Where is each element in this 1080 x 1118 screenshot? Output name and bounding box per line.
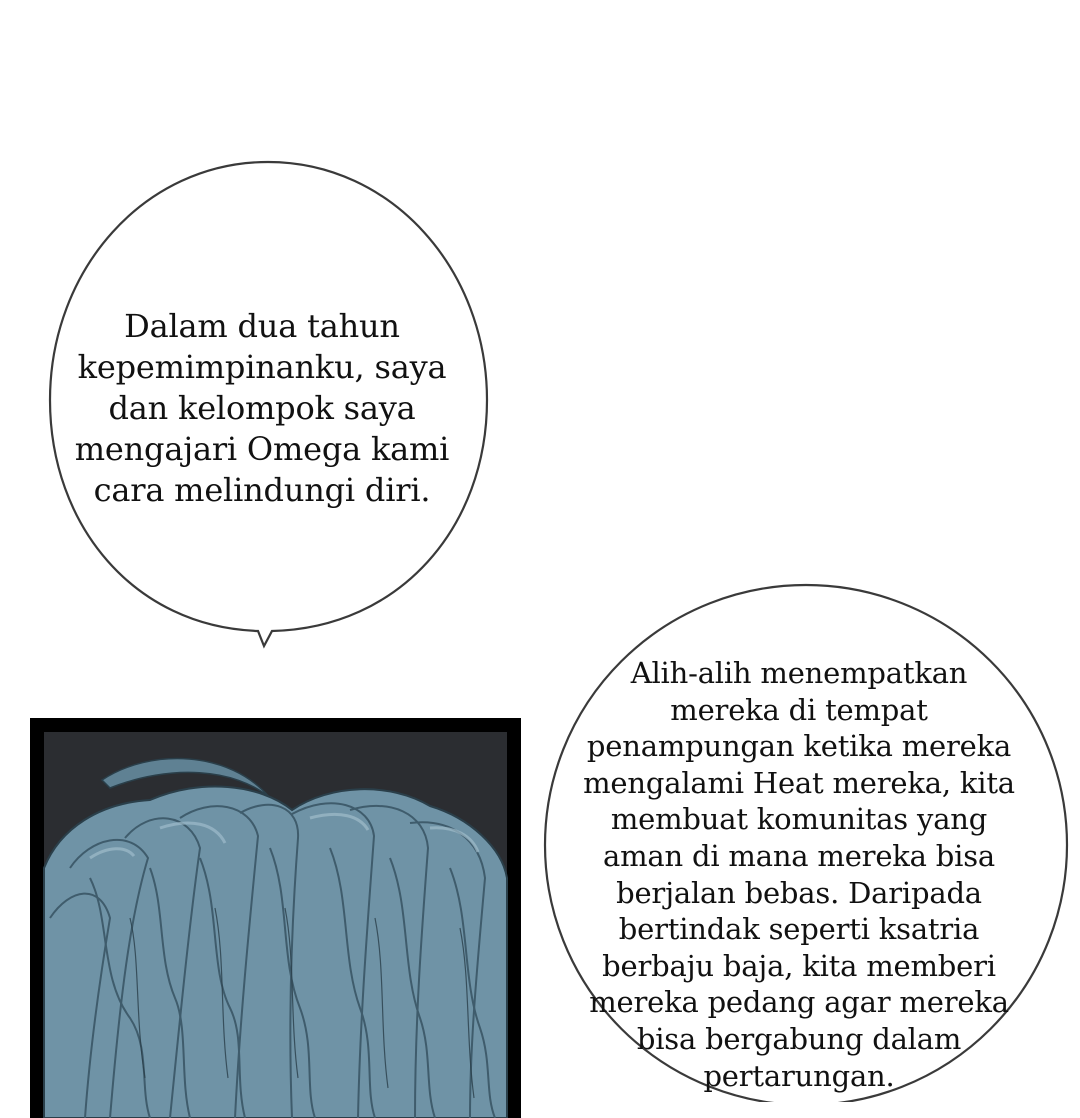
speech-bubble-2-text: Alih-alih menempatkan mereka di tempat penampungan ketika mereka mengalami Heat mereka, kita membuat komunitas yang aman di mana mereka bisa berjalan bebas. Daripada bertindak seperti ksatria berbaju baja, kita memberi mereka pedang agar mereka bisa bergabung dalam pertarungan. [583,656,1015,1093]
hair-illustration [30,718,521,1118]
speech-bubble-1-text: Dalam dua tahun kepemimpinanku, saya dan kelompok saya mengajari Omega kami cara melindungi diri. [74,307,450,509]
comic-panel [30,718,521,1118]
